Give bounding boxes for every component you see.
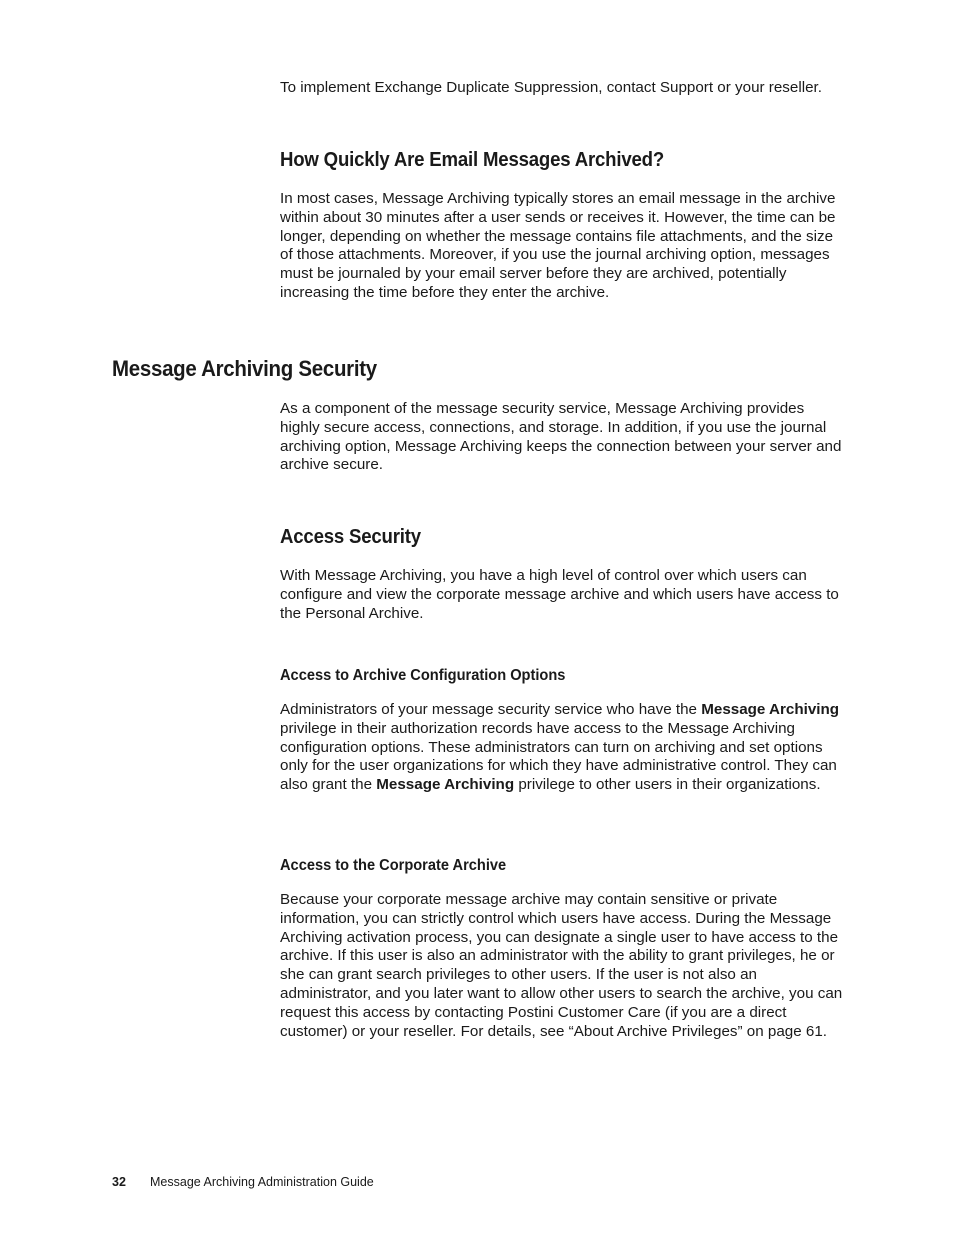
security-overview-paragraph: As a component of the message security service, Message Archiving provides highly secure access, connections, and storage. In addition, if you use the journal archiving option, Message Archiving keeps the connection between your server and archive secure. — [280, 400, 842, 474]
intro-paragraph: To implement Exchange Duplicate Suppression, contact Support or your reseller. — [280, 79, 822, 96]
message-archiving-privilege-bold: Message Archiving — [376, 776, 515, 794]
heading-message-archiving-security: Message Archiving Security — [112, 356, 377, 381]
access-security-paragraph: With Message Archiving, you have a high level of control over which users can configure and view the corporate message archive and which users have access to the Personal Archive. — [280, 567, 839, 622]
page-footer — [112, 1174, 374, 1190]
message-archiving-privilege-bold: Message Archiving — [701, 701, 840, 718]
heading-access-security: Access Security — [280, 526, 421, 548]
heading-how-quickly-archived: How Quickly Are Email Messages Archived? — [280, 149, 665, 171]
footer-guide-title: Message Archiving Administration Guide — [150, 1175, 374, 1189]
page-number: 32 — [112, 1175, 126, 1189]
heading-corporate-archive: Access to the Corporate Archive — [280, 857, 507, 874]
archive-timing-paragraph: In most cases, Message Archiving typically stores an email message in the archive within about 30 minutes after a user sends or receives it. However, the time can be longer, depending on whether the message contains file attachments, and the size of those attachments. Moreover, if you use the journal archiving option, messages must be journaled by your email server before they are archived, potentially increasing the time before they enter the archive. — [280, 190, 836, 301]
configuration-options-paragraph — [280, 701, 846, 795]
config-text-3: privilege to other users in their organizations. — [514, 776, 821, 794]
config-text-2: privilege in their authorization records have access to the Message Archiving configuration options. These administrators can turn on archiving and set options only for the user organizations for which they have administrative control. They can also grant the — [280, 719, 837, 794]
config-text-1: Administrators of your message security service who have the — [280, 701, 702, 718]
heading-archive-configuration-options: Access to Archive Configuration Options — [280, 667, 566, 684]
corporate-archive-paragraph: Because your corporate message archive may contain sensitive or private information, you can strictly control which users have access. During the Message Archiving activation process, you can designate a single user to have access to the archive. If this user is also an administrator with the ability to grant privileges, he or she can grant search privileges to other users. If the user is not also an administrator, and you later want to allow other users to search the archive, you can request this access by contacting Postini Customer Care (if you are a direct customer) or your reseller. For details, see “About Archive Privileges” on page 61. — [280, 891, 843, 1040]
